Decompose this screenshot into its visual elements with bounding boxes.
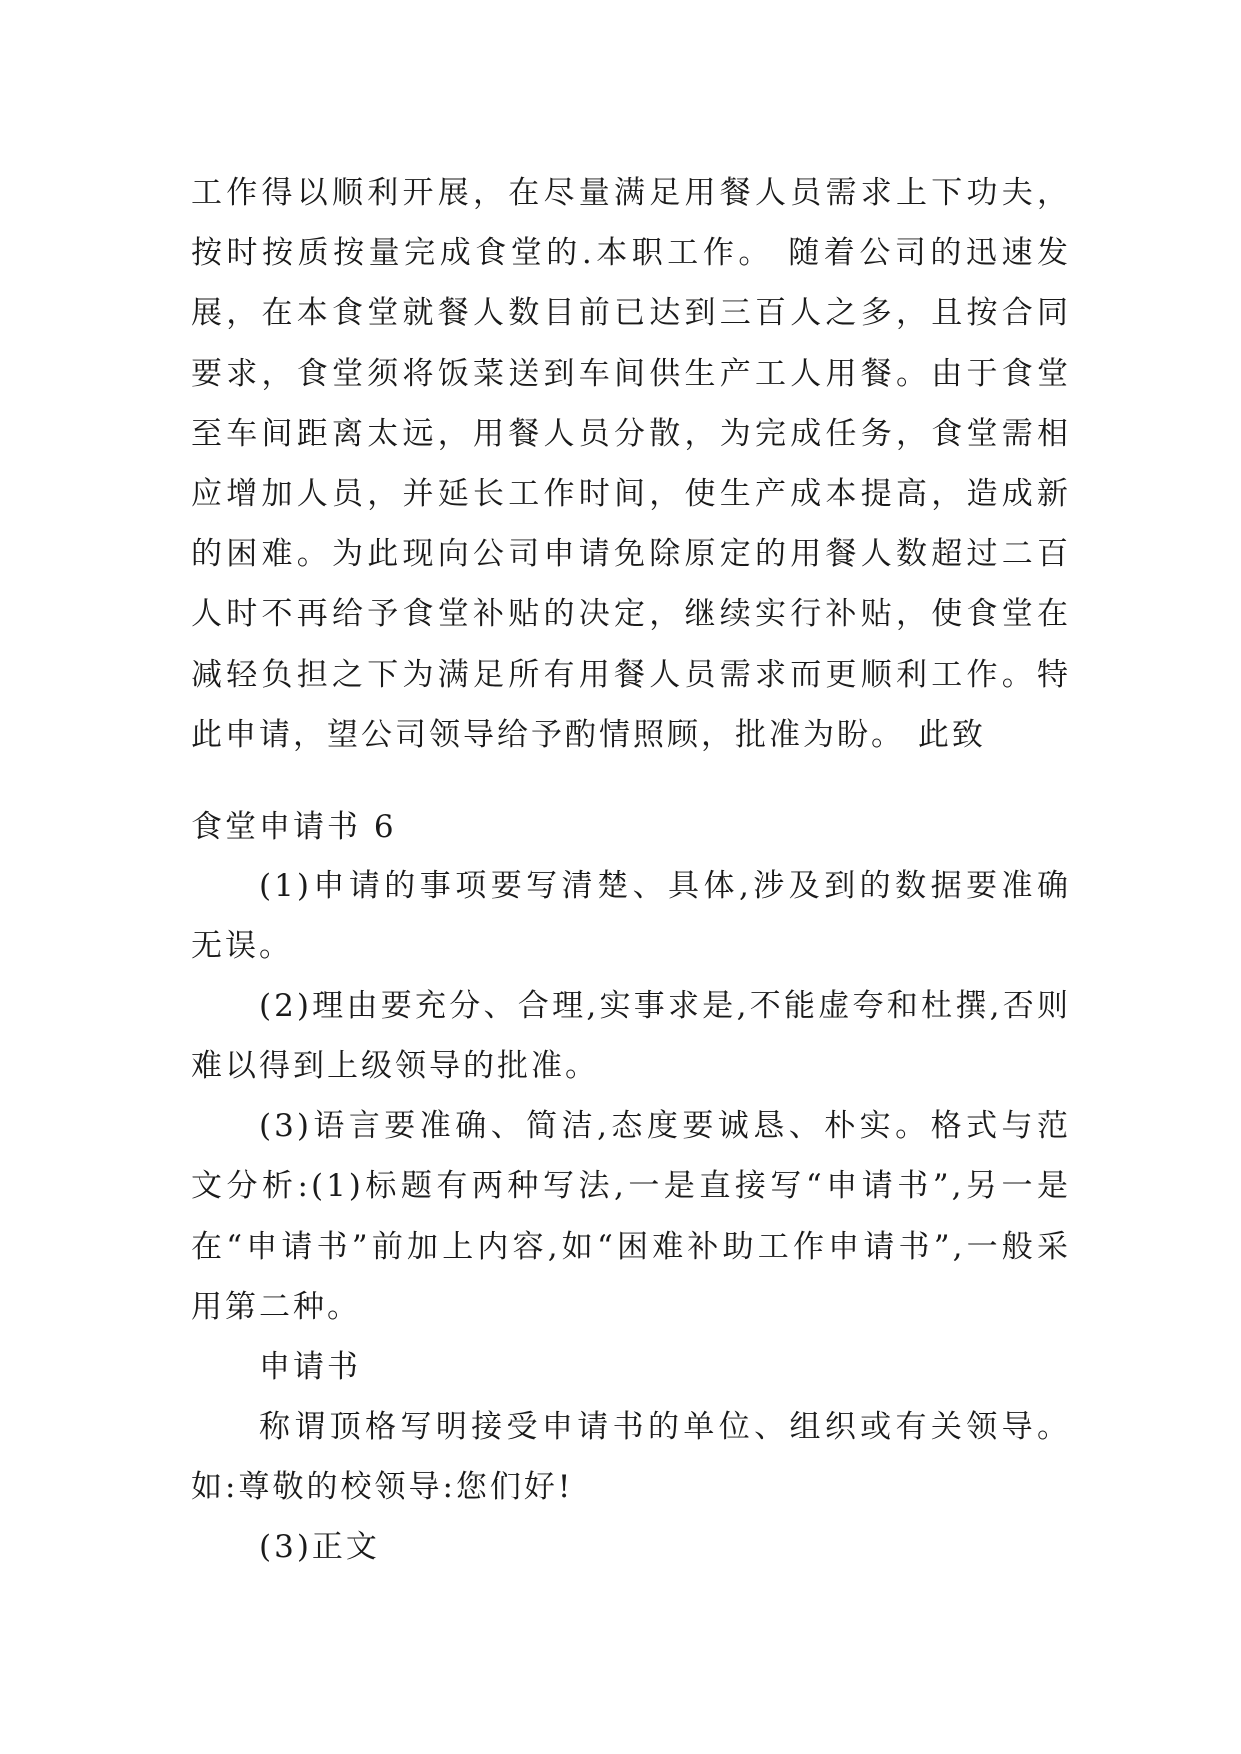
salutation-note: 称谓顶格写明接受申请书的单位、组织或有关领导。如:尊敬的校领导:您们好! bbox=[191, 1408, 1071, 1505]
body-paragraph: 工作得以顺利开展，在尽量满足用餐人员需求上下功夫，按时按质按量完成食堂的.本职工作。 随着公司的迅速发展，在本食堂就餐人数目前已达到三百人之多，且按合同要求，食堂须将饭菜送到车间供生产工人用餐。由于食堂至车间距离太远，用餐人员分散，为完成任务，食堂需相应增加人员，并延长工作时间，使生产成本提高，造成新的困难。为此现向公司申请免除原定的用餐人数超过二百人时不再给予食堂补贴的决定，继续实行补贴，使食堂在减轻负担之下为满足所有用餐人员需求而更顺利工作。特此申请，望公司领导给予酌情照顾，批准为盼。 此致 bbox=[191, 175, 1071, 753]
guidelines-section bbox=[191, 856, 1071, 1577]
body-label: (3)正文 bbox=[259, 1529, 380, 1566]
guideline-item-1: (1)申请的事项要写清楚、具体,涉及到的数据要准确无误。 bbox=[191, 868, 1071, 965]
guideline-item-3: (3)语言要准确、简洁,态度要诚恳、朴实。格式与范文分析:(1)标题有两种写法,一是直接写“申请书”,另一是在“申请书”前加上内容,如“困难补助工作申请书”,一般采用第二种。 bbox=[191, 1108, 1071, 1325]
guideline-item-2: (2)理由要充分、合理,实事求是,不能虚夸和杜撰,否则难以得到上级领导的批准。 bbox=[191, 988, 1071, 1085]
section-heading: 食堂申请书 6 bbox=[191, 809, 397, 845]
subheading-application: 申请书 bbox=[259, 1348, 361, 1385]
